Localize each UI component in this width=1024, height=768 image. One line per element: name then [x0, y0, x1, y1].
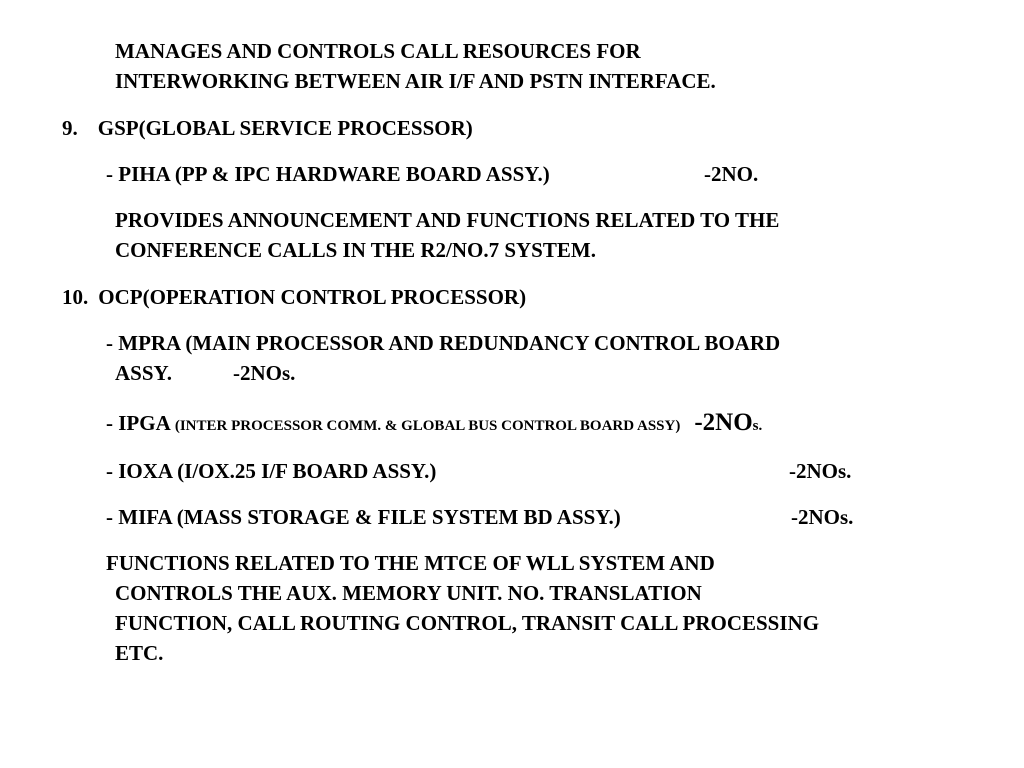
ocp-desc-line-1-wrap: [106, 548, 715, 578]
ioxa-qty-wrap: [789, 456, 851, 486]
ocp-desc-line-2: CONTROLS THE AUX. MEMORY UNIT. NO. TRANSLATION: [115, 581, 702, 605]
mifa-qty: -2NOs.: [791, 505, 854, 529]
mpra-line-1: - MPRA (MAIN PROCESSOR AND REDUNDANCY CONTROL BOARD: [106, 331, 781, 355]
item-10-heading: [62, 282, 526, 312]
mpra-line-2-wrap: [115, 358, 172, 388]
piha-qty-wrap: [704, 159, 758, 189]
ipga-prefix: - IPGA: [106, 411, 175, 435]
mifa-qty-wrap: [791, 502, 853, 532]
gsp-desc-line-1: PROVIDES ANNOUNCEMENT AND FUNCTIONS RELATED TO THE: [115, 208, 780, 232]
mifa-name: - MIFA (MASS STORAGE & FILE SYSTEM BD ASSY.): [106, 505, 621, 529]
ioxa-line: [106, 456, 436, 486]
ocp-desc-line-1: FUNCTIONS RELATED TO THE MTCE OF WLL SYSTEM AND: [106, 551, 715, 575]
ipga-qty: -2NO: [694, 409, 753, 436]
item-9-heading: [62, 113, 473, 143]
ipga-qty-tail: s.: [752, 418, 763, 434]
piha-line: [106, 159, 550, 189]
ipga-description: (INTER PROCESSOR COMM. & GLOBAL BUS CONTROL BOARD ASSY): [174, 418, 681, 434]
ipga-line: [106, 408, 762, 441]
mifa-line: [106, 502, 621, 532]
mpra-qty: -2NOs.: [233, 361, 296, 385]
mpra-qty-wrap: [233, 358, 295, 388]
intro-line-1: MANAGES AND CONTROLS CALL RESOURCES FOR: [115, 39, 641, 63]
ocp-desc-line-4: ETC.: [115, 641, 164, 665]
item-10-title: OCP(OPERATION CONTROL PROCESSOR): [98, 285, 527, 309]
item-10-number: 10.: [62, 285, 89, 309]
mpra-line-2: ASSY.: [115, 361, 173, 385]
intro-line-2: INTERWORKING BETWEEN AIR I/F AND PSTN INTERFACE.: [115, 69, 716, 93]
ioxa-name: - IOXA (I/OX.25 I/F BOARD ASSY.): [106, 459, 437, 483]
ioxa-qty: -2NOs.: [789, 459, 852, 483]
gsp-description: [115, 205, 779, 265]
ocp-description-rest: [115, 578, 819, 668]
mpra-line-1-wrap: [106, 328, 780, 358]
intro-paragraph: [115, 36, 716, 96]
piha-qty: -2NO.: [704, 162, 759, 186]
item-9-number: 9.: [62, 116, 78, 140]
item-9-title: GSP(GLOBAL SERVICE PROCESSOR): [97, 116, 473, 140]
ocp-desc-line-3: FUNCTION, CALL ROUTING CONTROL, TRANSIT CALL PROCESSING: [115, 611, 820, 635]
gsp-desc-line-2: CONFERENCE CALLS IN THE R2/NO.7 SYSTEM.: [115, 238, 596, 262]
piha-name: - PIHA (PP & IPC HARDWARE BOARD ASSY.): [106, 162, 550, 186]
